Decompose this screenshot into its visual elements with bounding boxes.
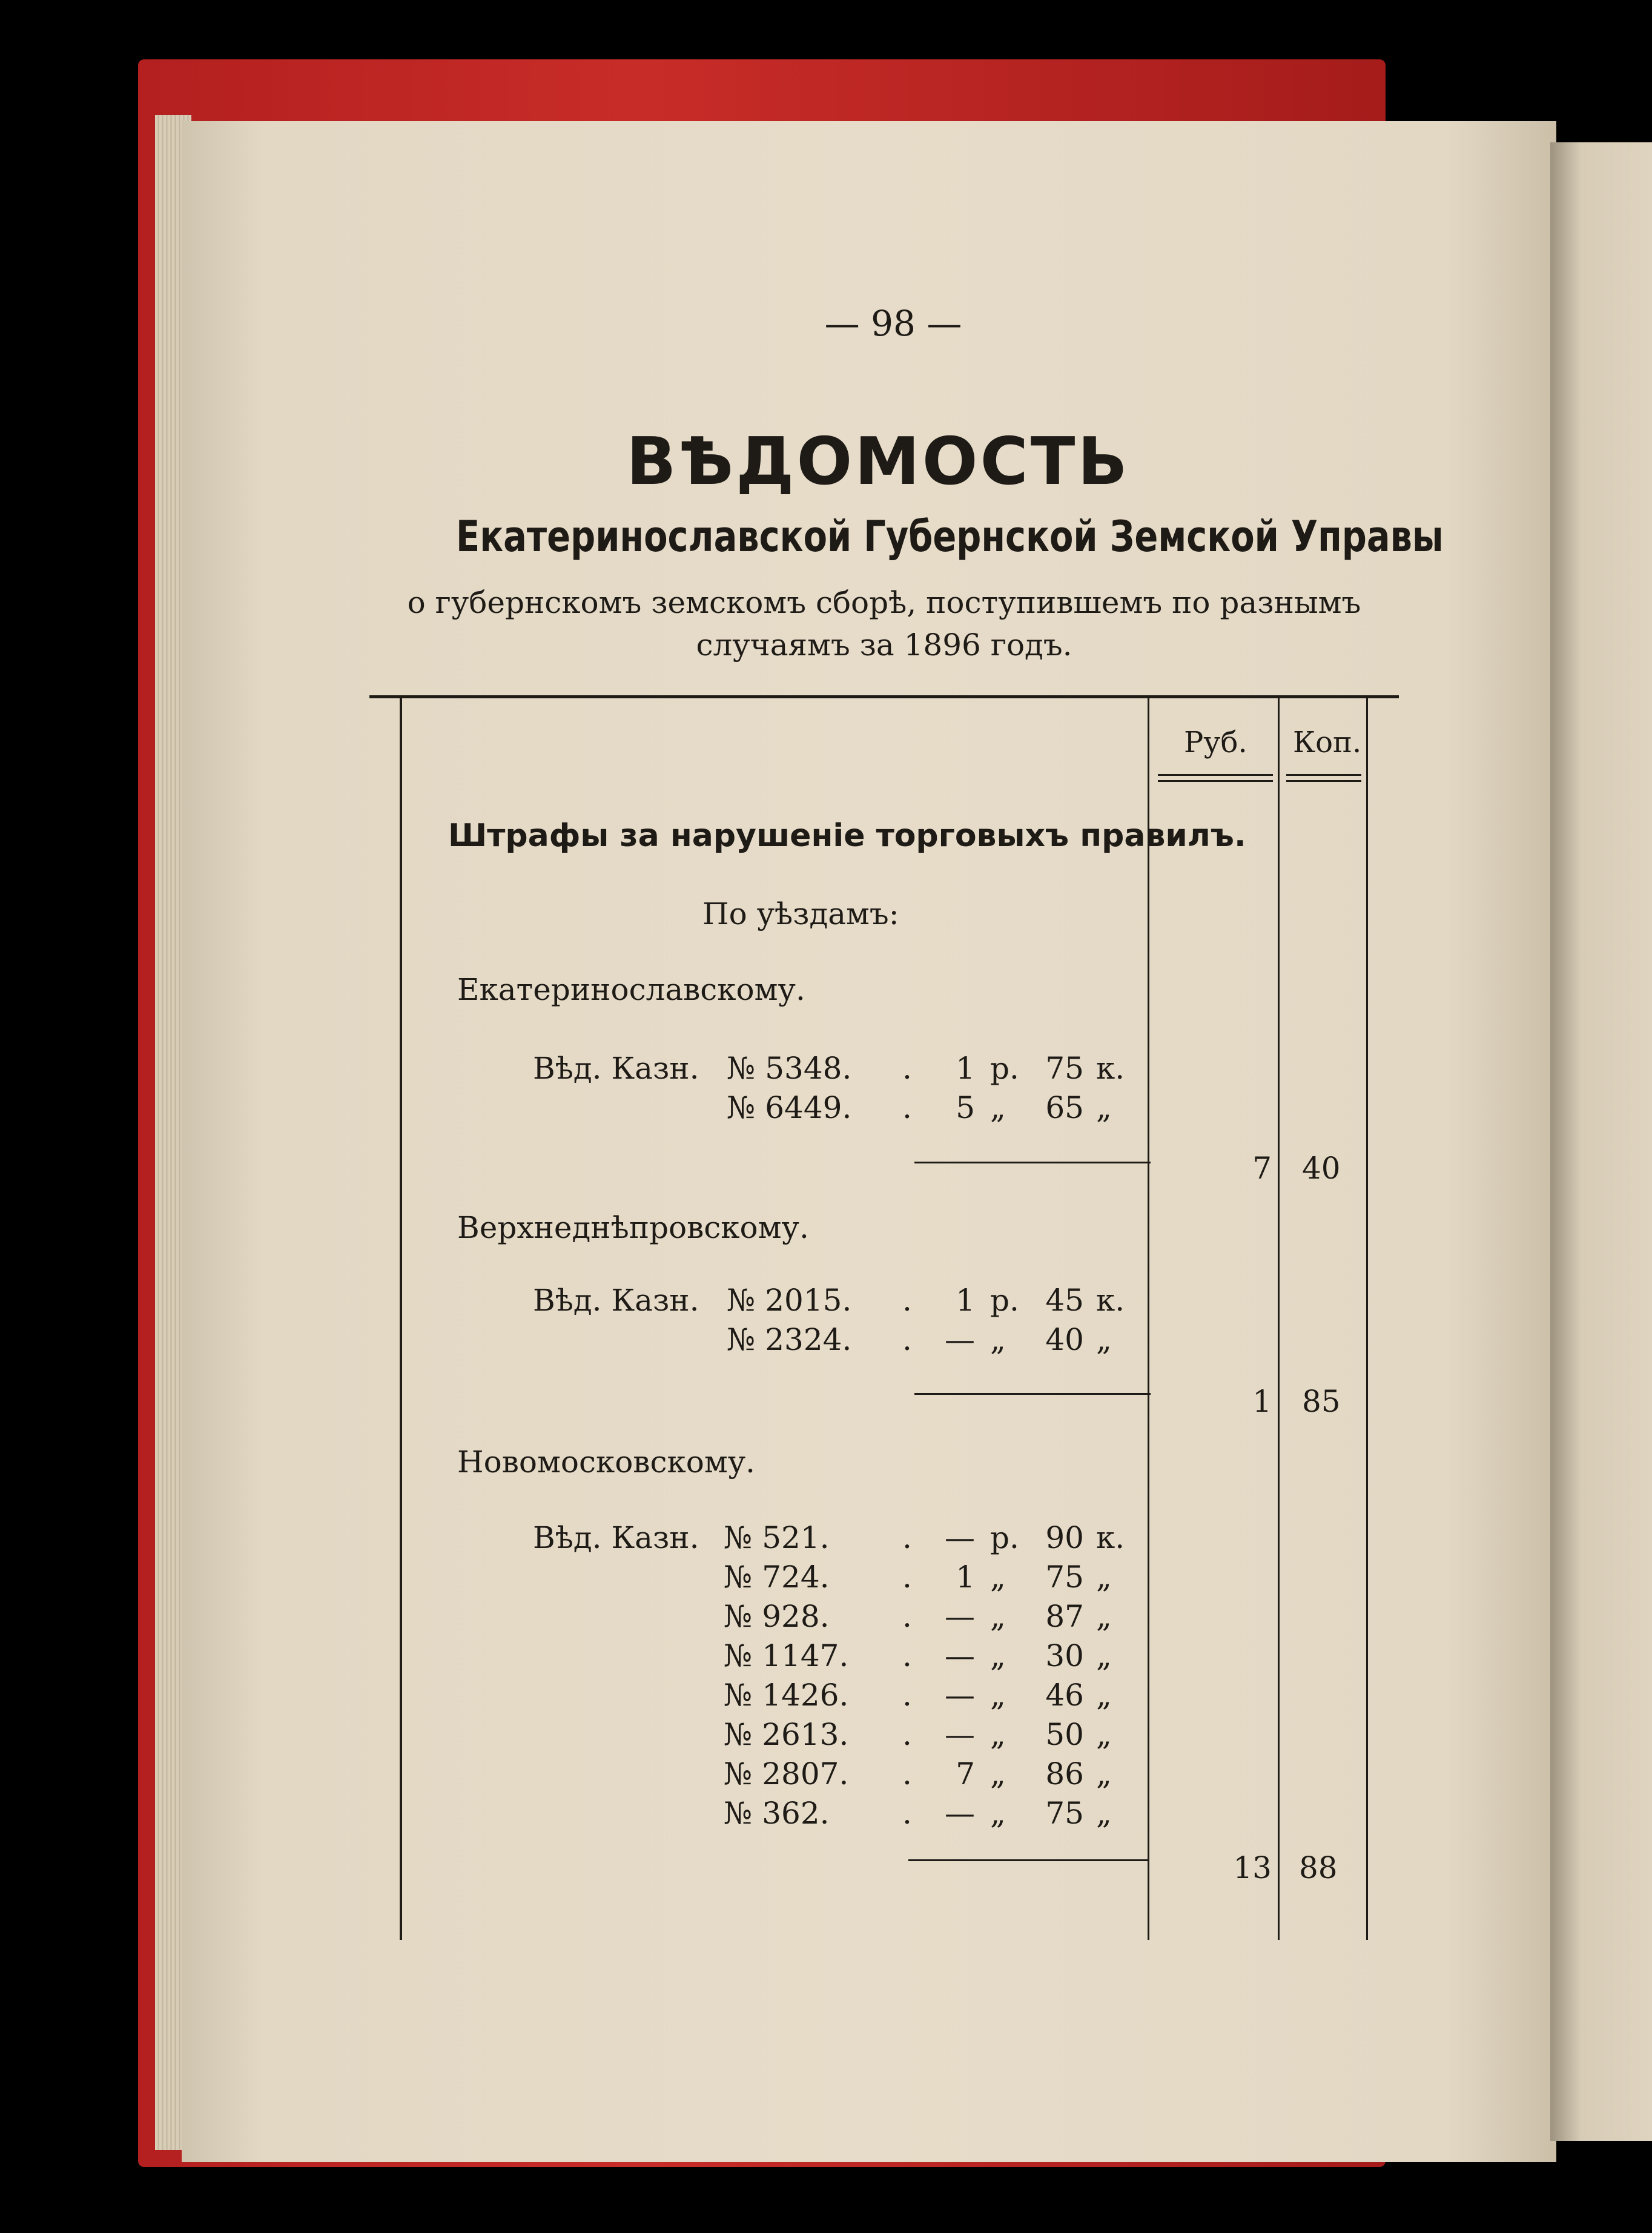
leader-dot: . xyxy=(902,1796,912,1831)
district-total-kop: 85 xyxy=(1302,1384,1341,1419)
facing-page-edge xyxy=(1550,142,1652,2141)
rub-unit: „ xyxy=(990,1638,1006,1673)
statement-number: № 6449. xyxy=(727,1090,852,1125)
kop-unit: „ xyxy=(1096,1638,1112,1673)
amount-rub: — xyxy=(945,1678,975,1713)
rub-unit: „ xyxy=(990,1560,1006,1595)
statement-number: № 2015. xyxy=(727,1283,852,1318)
leader-dot: . xyxy=(902,1638,912,1673)
section-title: Штрафы за нарушеніе торговыхъ правилъ. xyxy=(448,818,1246,854)
statement-number: № 724. xyxy=(724,1560,830,1595)
rub-unit: „ xyxy=(990,1090,1006,1125)
amount-rub: — xyxy=(945,1796,975,1831)
description-line: случаямъ за 1896 годъ. xyxy=(696,627,1072,663)
treasury-label: Вѣд. Казн. xyxy=(533,1520,699,1555)
rub-unit: „ xyxy=(990,1599,1006,1634)
amount-rub: — xyxy=(945,1322,975,1357)
rub-unit: р. xyxy=(990,1051,1019,1086)
kop-unit: к. xyxy=(1096,1283,1125,1318)
amount-kop: 75 xyxy=(1045,1051,1084,1086)
leader-dot: . xyxy=(902,1560,912,1595)
amount-kop: 40 xyxy=(1045,1322,1084,1357)
district-total-kop: 40 xyxy=(1302,1151,1341,1186)
statement-number: № 5348. xyxy=(727,1051,852,1086)
kop-unit: „ xyxy=(1096,1717,1112,1752)
subtotal-rule xyxy=(914,1162,1151,1163)
district-name: Екатеринославскому. xyxy=(457,972,805,1007)
header-double-rule xyxy=(1286,780,1361,782)
district-name: Новомосковскому. xyxy=(457,1444,756,1480)
kop-unit: „ xyxy=(1096,1756,1112,1791)
statement-number: № 2613. xyxy=(724,1717,849,1752)
statement-number: № 1426. xyxy=(724,1678,849,1713)
rub-unit: р. xyxy=(990,1283,1019,1318)
statement-number: № 2324. xyxy=(727,1322,852,1357)
kop-unit: „ xyxy=(1096,1796,1112,1831)
amount-kop: 46 xyxy=(1045,1678,1084,1713)
amount-rub: — xyxy=(945,1638,975,1673)
district-total-rub: 13 xyxy=(1233,1850,1272,1885)
statement-number: № 2807. xyxy=(724,1756,849,1791)
kop-unit: „ xyxy=(1096,1090,1112,1125)
kop-column-header: Коп. xyxy=(1293,726,1362,759)
leader-dot: . xyxy=(902,1756,912,1791)
kop-unit: к. xyxy=(1096,1520,1125,1555)
district-name: Верхнеднѣпровскому. xyxy=(457,1210,809,1245)
amount-rub: 1 xyxy=(956,1051,975,1086)
amount-rub: 1 xyxy=(956,1560,975,1595)
rub-unit: „ xyxy=(990,1322,1006,1357)
amount-rub: 5 xyxy=(956,1090,975,1125)
kop-unit: „ xyxy=(1096,1322,1112,1357)
rub-unit: „ xyxy=(990,1796,1006,1831)
rub-unit: „ xyxy=(990,1717,1006,1752)
statement-number: № 362. xyxy=(724,1796,830,1831)
rub-unit: р. xyxy=(990,1520,1019,1555)
statement-number: № 521. xyxy=(724,1520,830,1555)
leader-dot: . xyxy=(902,1678,912,1713)
header-double-rule xyxy=(1158,774,1273,776)
treasury-label: Вѣд. Казн. xyxy=(533,1283,699,1318)
table-top-rule xyxy=(369,695,1399,698)
amount-kop: 65 xyxy=(1045,1090,1084,1125)
rub-unit: „ xyxy=(990,1756,1006,1791)
amount-kop: 90 xyxy=(1045,1520,1084,1555)
document-subtitle: Екатеринославской Губернской Земской Управы xyxy=(456,512,1444,561)
amount-kop: 87 xyxy=(1045,1599,1084,1634)
description-line: о губернскомъ земскомъ сборѣ, поступившемъ по разнымъ xyxy=(407,585,1361,620)
document-description xyxy=(400,581,1369,666)
amount-kop: 50 xyxy=(1045,1717,1084,1752)
amount-kop: 75 xyxy=(1045,1796,1084,1831)
amount-kop: 45 xyxy=(1045,1283,1084,1318)
leader-dot: . xyxy=(902,1599,912,1634)
district-total-rub: 7 xyxy=(1252,1151,1272,1186)
district-total-rub: 1 xyxy=(1252,1384,1272,1419)
leader-dot: . xyxy=(902,1051,912,1086)
subtotal-rule xyxy=(908,1859,1148,1861)
statement-number: № 928. xyxy=(724,1599,830,1634)
leader-dot: . xyxy=(902,1322,912,1357)
amount-kop: 30 xyxy=(1045,1638,1084,1673)
leader-dot: . xyxy=(902,1717,912,1752)
leader-dot: . xyxy=(902,1283,912,1318)
amount-rub: 7 xyxy=(956,1756,975,1791)
amount-rub: — xyxy=(945,1520,975,1555)
amount-rub: — xyxy=(945,1717,975,1752)
rub-column-header: Руб. xyxy=(1184,726,1247,759)
leader-dot: . xyxy=(902,1520,912,1555)
table-left-border xyxy=(400,698,402,1940)
kop-unit: „ xyxy=(1096,1599,1112,1634)
amount-rub: — xyxy=(945,1599,975,1634)
kop-column-left-border xyxy=(1278,698,1280,1940)
table-right-border xyxy=(1366,698,1368,1940)
amount-kop: 75 xyxy=(1045,1560,1084,1595)
document-title: ВѢДОМОСТЬ xyxy=(626,424,1130,500)
amount-rub: 1 xyxy=(956,1283,975,1318)
subtotal-rule xyxy=(914,1393,1151,1395)
page-number: — 98 — xyxy=(824,303,962,344)
amount-kop: 86 xyxy=(1045,1756,1084,1791)
district-total-kop: 88 xyxy=(1299,1850,1338,1885)
header-double-rule xyxy=(1158,780,1273,782)
kop-unit: „ xyxy=(1096,1678,1112,1713)
rub-unit: „ xyxy=(990,1678,1006,1713)
subsection-title: По уѣздамъ: xyxy=(702,896,899,931)
leader-dot: . xyxy=(902,1090,912,1125)
kop-unit: „ xyxy=(1096,1560,1112,1595)
statement-number: № 1147. xyxy=(724,1638,849,1673)
header-double-rule xyxy=(1286,774,1361,776)
treasury-label: Вѣд. Казн. xyxy=(533,1051,699,1086)
rub-column-left-border xyxy=(1148,698,1149,1940)
kop-unit: к. xyxy=(1096,1051,1125,1086)
